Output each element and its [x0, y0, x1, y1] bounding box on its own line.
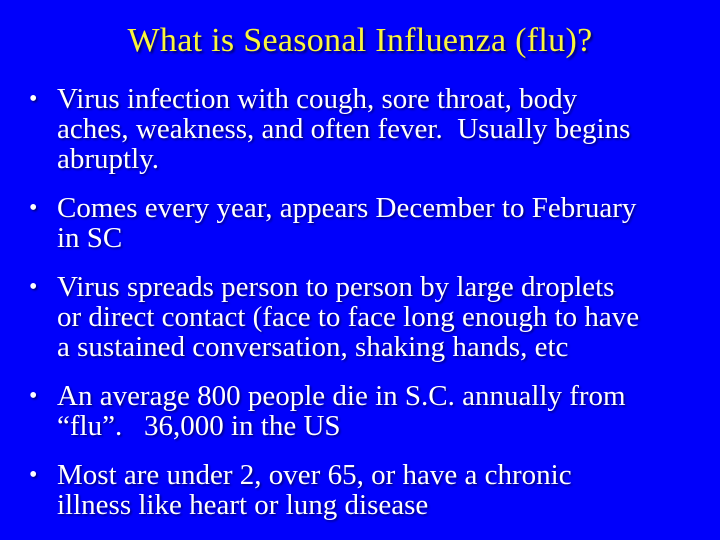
- bullet-item: [29, 84, 714, 174]
- bullet-item: [29, 460, 714, 520]
- bullet-line: Virus spreads person to person by large droplets: [57, 271, 615, 303]
- bullet-text: [57, 460, 572, 520]
- bullet-icon: •: [29, 86, 38, 112]
- bullet-icon: •: [29, 195, 38, 221]
- bullet-icon: •: [29, 274, 38, 300]
- bullet-line: Most are under 2, over 65, or have a chronic: [57, 459, 572, 491]
- bullet-text: [57, 272, 639, 362]
- bullet-item: [29, 272, 714, 362]
- bullet-text: [57, 381, 626, 441]
- bullet-line: or direct contact (face to face long enough to have: [57, 301, 640, 333]
- bullet-line: Virus infection with cough, sore throat, body: [57, 83, 578, 115]
- slide-title: What is Seasonal Influenza (flu)?: [127, 22, 593, 59]
- bullet-icon: •: [29, 462, 38, 488]
- bullet-line: in SC: [57, 222, 123, 254]
- bullet-line: Comes every year, appears December to February: [57, 192, 637, 224]
- bullet-item: [29, 381, 714, 441]
- bullet-line: “flu”. 36,000 in the US: [57, 410, 341, 442]
- bullet-text: [57, 84, 630, 174]
- bullet-icon: •: [29, 383, 38, 409]
- bullet-line: An average 800 people die in S.C. annually from: [57, 380, 626, 412]
- bullet-line: a sustained conversation, shaking hands, etc: [57, 331, 569, 363]
- bullet-line: aches, weakness, and often fever. Usually begins: [57, 113, 631, 145]
- bullet-list: [0, 84, 720, 520]
- bullet-line: illness like heart or lung disease: [57, 489, 429, 521]
- bullet-text: [57, 193, 636, 253]
- bullet-item: [29, 193, 714, 253]
- bullet-line: abruptly.: [57, 143, 160, 175]
